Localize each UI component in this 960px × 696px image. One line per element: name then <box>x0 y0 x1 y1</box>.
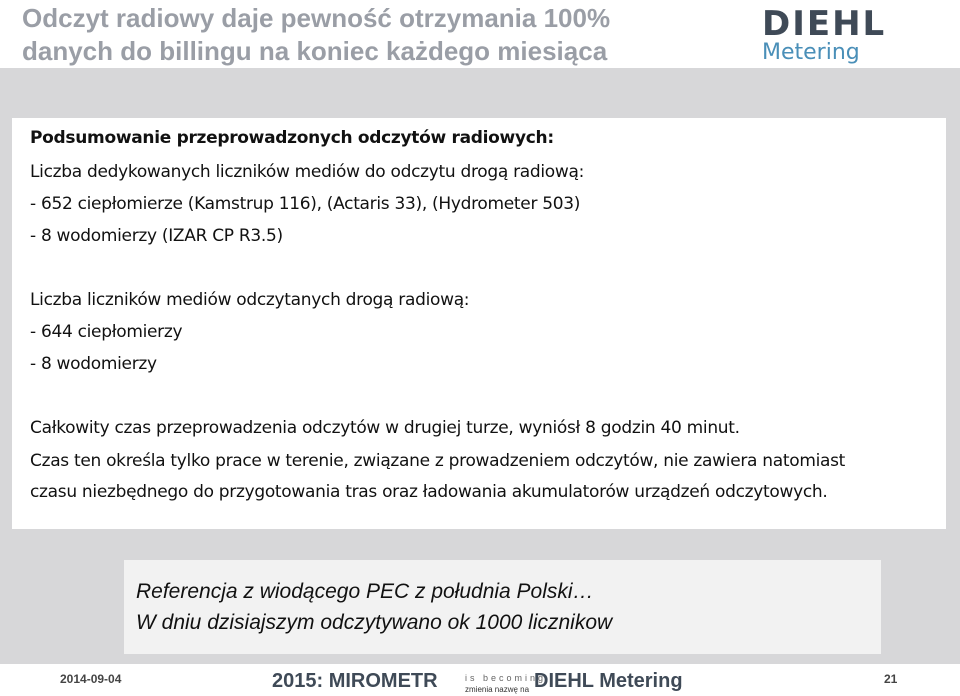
slide-date: 2014-09-04 <box>60 672 122 686</box>
dedicated-water-meters: - 8 wodomierzy (IZAR CP R3.5) <box>30 226 283 246</box>
title-line-2: danych do billingu na koniec każdego miesiąca <box>22 36 608 66</box>
logo-sub-text: Metering <box>762 40 860 65</box>
footer-brand-statement <box>272 670 712 696</box>
diehl-logo <box>758 4 928 66</box>
footer-rename-text: zmienia nazwę na <box>465 685 530 694</box>
header <box>0 0 960 68</box>
read-heat-meters: - 644 ciepłomierzy <box>30 322 183 342</box>
reading-time-line-2: Czas ten określa tylko prace w terenie, związane z prowadzeniem odczytów, nie zawiera natomiast <box>30 451 846 471</box>
read-water-meters: - 8 wodomierzy <box>30 354 157 374</box>
page-number: 21 <box>884 672 898 686</box>
scanned-summary-panel <box>12 118 946 529</box>
title-line-1: Odczyt radiowy daje pewność otrzymania 100% <box>22 3 611 33</box>
dedicated-meters-label: Liczba dedykowanych liczników mediów do odczytu drogą radiową: <box>30 162 585 182</box>
footer-new-brand: DIEHL Metering <box>534 670 683 692</box>
read-meters-label: Liczba liczników mediów odczytanych drogą radiową: <box>30 290 470 310</box>
reading-time-line-1: Całkowity czas przeprowadzenia odczytów w drugiej turze, wyniósł 8 godzin 40 minut. <box>30 418 740 438</box>
footer-old-brand: 2015: MIROMETR <box>272 670 438 692</box>
slide-title <box>22 2 742 68</box>
reference-box <box>124 560 881 654</box>
footer <box>0 664 960 696</box>
reference-line-2: W dniu dzisiajszym odczytywano ok 1000 licznikow <box>136 611 613 634</box>
logo-main-text: DIEHL <box>762 4 887 44</box>
footer-becoming-text: is becoming <box>465 673 547 683</box>
reference-line-1: Referencja z wiodącego PEC z południa Polski… <box>136 580 594 603</box>
summary-heading: Podsumowanie przeprowadzonych odczytów radiowych: <box>30 128 554 148</box>
dedicated-heat-meters: - 652 ciepłomierze (Kamstrup 116), (Actaris 33), (Hydrometer 503) <box>30 194 581 214</box>
reading-time-line-3: czasu niezbędnego do przygotowania tras oraz ładowania akumulatorów urządzeń odczytowych. <box>30 482 828 502</box>
